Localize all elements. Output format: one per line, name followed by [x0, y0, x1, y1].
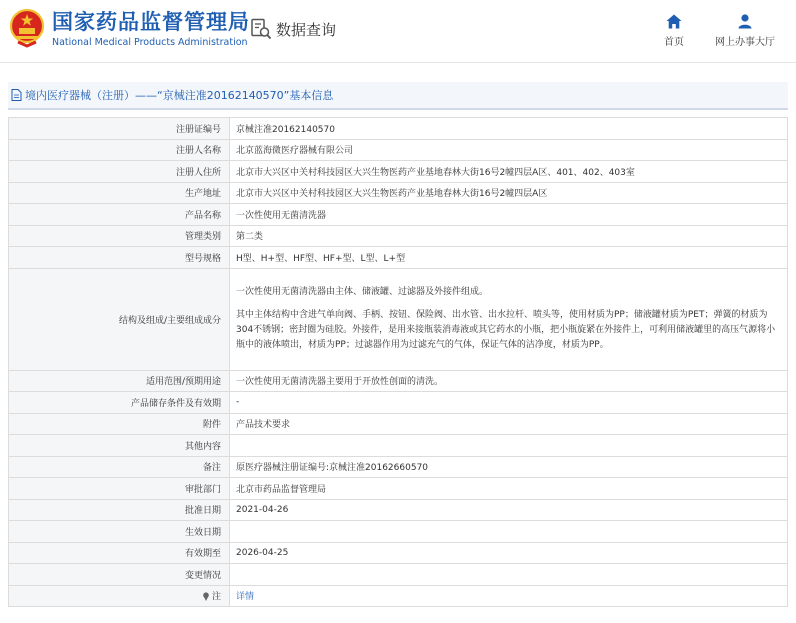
table-row [9, 542, 788, 564]
user-icon [738, 14, 752, 29]
page-title-bar [8, 82, 788, 110]
field-label: 产品储存条件及有效期 [9, 392, 230, 414]
national-emblem-icon [8, 8, 46, 48]
data-query-link[interactable] [250, 18, 336, 40]
field-label: 注册人名称 [9, 139, 230, 161]
field-label: 生效日期 [9, 521, 230, 543]
nav-office-label: 网上办事大厅 [715, 37, 775, 48]
field-label: 备注 [9, 456, 230, 478]
table-row [9, 521, 788, 543]
details-link[interactable]: 详情 [236, 592, 255, 603]
breadcrumb: 境内医疗器械（注册）——“京械注准20162140570”基本信息 [25, 89, 334, 102]
table-row [9, 268, 788, 370]
field-value: 产品技术要求 [230, 413, 788, 435]
field-value: 一次性使用无菌清洗器 [230, 204, 788, 226]
field-value: 北京市大兴区中关村科技园区大兴生物医药产业基地春林大街16号2幢四层A区 [230, 182, 788, 204]
note-label: 注 [211, 592, 221, 603]
field-label: 生产地址 [9, 182, 230, 204]
home-icon [666, 14, 682, 29]
table-row [9, 413, 788, 435]
agency-name-cn: 国家药品监督管理局 [52, 10, 250, 34]
field-label: 产品名称 [9, 204, 230, 226]
field-label: 注册人住所 [9, 161, 230, 183]
field-label: 变更情况 [9, 564, 230, 586]
table-row [9, 478, 788, 500]
table-row [9, 247, 788, 269]
field-value [230, 435, 788, 457]
pin-icon [202, 592, 210, 601]
field-value: 2021-04-26 [230, 499, 788, 521]
field-label: 管理类别 [9, 225, 230, 247]
field-label: 有效期至 [9, 542, 230, 564]
field-label: 附件 [9, 413, 230, 435]
field-value: H型、H+型、HF型、HF+型、L型、L+型 [230, 247, 788, 269]
site-header [0, 0, 796, 63]
search-document-icon [250, 18, 272, 40]
table-row [9, 585, 788, 607]
field-value [230, 268, 788, 370]
table-row [9, 564, 788, 586]
table-row [9, 435, 788, 457]
data-query-label: 数据查询 [276, 20, 337, 39]
table-row [9, 392, 788, 414]
field-label: 注册证编号 [9, 118, 230, 140]
field-value: 一次性使用无菌清洗器主要用于开放性创面的清洗。 [230, 370, 788, 392]
field-value: - [230, 392, 788, 414]
document-icon [11, 89, 22, 101]
agency-name-en: National Medical Products Administration [52, 37, 248, 48]
field-value: 北京市药品监督管理局 [230, 478, 788, 500]
table-row [9, 204, 788, 226]
table-row [9, 370, 788, 392]
table-row [9, 499, 788, 521]
field-label: 适用范围/预期用途 [9, 370, 230, 392]
field-label: 型号规格 [9, 247, 230, 269]
field-value: 北京市大兴区中关村科技园区大兴生物医药产业基地春林大街16号2幢四层A区、401、402、403室 [230, 161, 788, 183]
field-value [230, 585, 788, 607]
field-value [230, 564, 788, 586]
field-value: 2026-04-25 [230, 542, 788, 564]
table-row [9, 182, 788, 204]
nav-home-label: 首页 [664, 37, 684, 48]
field-value: 京械注准20162140570 [230, 118, 788, 140]
structure-detail: 其中主体结构中含进气单向阀、手柄、按钮、保险阀、出水管、出水拉杆、喷头等，使用材质为PP；储液罐材质为PET；弹簧的材质为304不锈钢；密封圈为硅胶。外接件，是用来接瓶装消毒液或其它药水的小瓶，把小瓶旋紧在外接件上，可利用储液罐里的高压气源将小瓶中的液体喷出，材质为PP；过滤器作用为过滤充气的气体，保证气体的洁净度，材质为PP。 [236, 310, 776, 350]
device-info-table [8, 117, 788, 607]
nav-online-office[interactable] [715, 14, 775, 48]
field-label: 批准日期 [9, 499, 230, 521]
field-label [9, 585, 230, 607]
table-row [9, 225, 788, 247]
table-row [9, 139, 788, 161]
nav-home[interactable] [664, 14, 684, 48]
field-value: 第二类 [230, 225, 788, 247]
table-row [9, 456, 788, 478]
table-row [9, 161, 788, 183]
field-label: 结构及组成/主要组成成分 [9, 268, 230, 370]
field-label: 其他内容 [9, 435, 230, 457]
field-label: 审批部门 [9, 478, 230, 500]
structure-summary: 一次性使用无菌清洗器由主体、储液罐、过滤器及外接件组成。 [236, 287, 489, 297]
field-value [230, 521, 788, 543]
table-row [9, 118, 788, 140]
field-value: 北京蓝海微医疗器械有限公司 [230, 139, 788, 161]
field-value: 原医疗器械注册证编号:京械注准20162660570 [230, 456, 788, 478]
